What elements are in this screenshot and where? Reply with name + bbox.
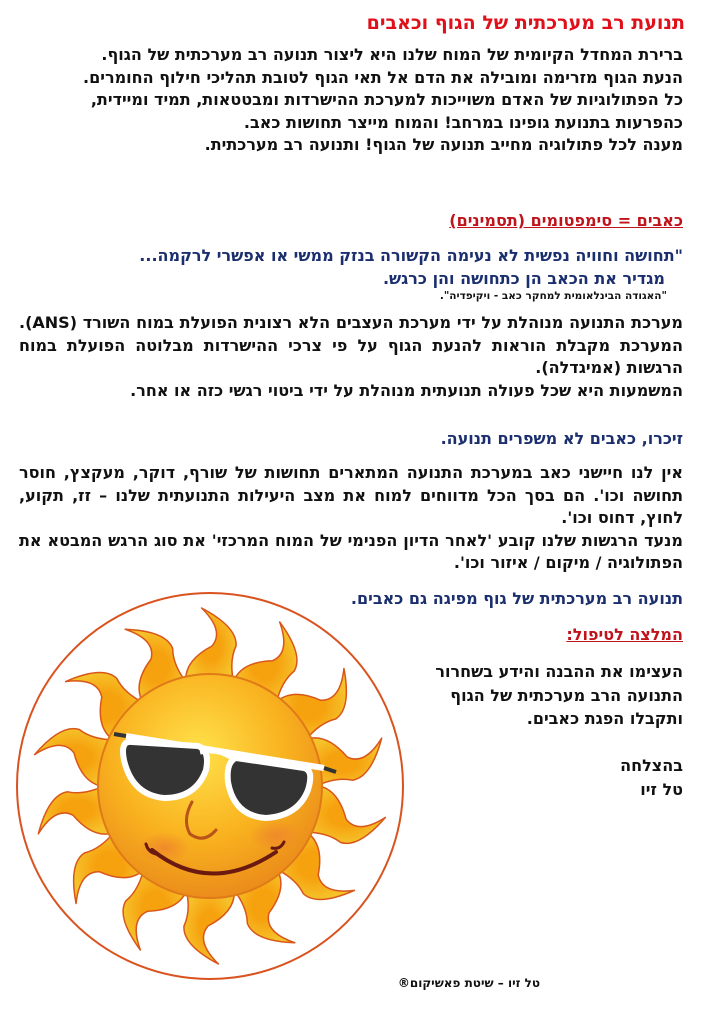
quote-line-1: "תחושה וחוויה נפשית לא נעימה הקשורה בנזק ממשי או אפשרי לרקמה... — [139, 246, 683, 265]
ans-paragraph: מערכת התנועה מנוהלת על ידי מערכת העצבים הלא רצונית הפועלת במוח השורד (ANS). המערכת מקבלת הוראות להנעת הגוף על פי צרכי ההישרדות מבלוטה הפועלת במוח הרגשות (אמיגדלה). — [19, 313, 683, 378]
remember-highlight: כאבים לא משפרים תנועה. — [440, 429, 637, 448]
nervous-system-paragraph — [19, 312, 683, 402]
recommendation-line-3: ותקבלו הפגת כאבים. — [526, 709, 683, 728]
section-heading-remember — [19, 428, 683, 450]
recommendation-text — [383, 660, 683, 731]
remember-prefix: זיכרו, — [636, 429, 683, 448]
pain-definition-quote — [19, 244, 683, 290]
quote-line-2: מגדיר את הכאב הן כתחושה והן כרגש. — [382, 269, 665, 288]
sun-illustration — [14, 590, 406, 982]
page-title: תנועת רב מערכתית של הגוף וכאבים — [366, 12, 685, 34]
intro-line-4: מענה לכל פתולוגיה מחייב תנועה של הגוף! ותנועה רב מערכתית. — [204, 135, 683, 154]
intro-line-3: כל הפתולוגיות של האדם משוייכות למערכת ההישרדות ומבטטאות, תמיד ומיידית, כהפרעות בתנועת גופינו במרחב! והמוח מייצר תחושות כאב. — [90, 90, 683, 132]
section-heading-pain-symptoms: כאבים = סימפטומים (תסמינים) — [449, 211, 683, 230]
recommendation-heading: המלצה לטיפול: — [566, 625, 683, 644]
emotions-paragraph: מנעד הרגשות שלנו קובע 'לאחר הדיון הפנימי של המוח המרכזי' את סוג הרגש המבטא את הפתולוגיה / מיקום / איזור וכו'. — [19, 530, 683, 573]
signoff-greeting: בהצלחה — [620, 756, 683, 775]
signoff — [483, 754, 683, 801]
recommendation-line-1: העצימו את ההבנה והידע בשחרור — [435, 662, 683, 681]
quote-source: "האגודה הבינלאומית למחקר כאב - ויקיפדיה". — [439, 290, 667, 302]
intro-paragraph — [19, 44, 683, 157]
meaning-line: המשמעות היא שכל פעולה תנועתית מנוהלת על ידי ביטוי רגשי כזה או אחר. — [130, 380, 683, 400]
intro-line-1: ברירת המחדל הקיומית של המוח שלנו היא ליצור תנועה רב מערכתית של הגוף. — [101, 45, 683, 64]
intro-line-2: הנעת הגוף מזרימה ומובילה את הדם אל תאי הגוף לטובת תהליכי חילוף החומרים. — [83, 67, 683, 87]
pain-sensors-paragraph — [19, 462, 683, 575]
recommendation-line-2: התנועה הרב מערכתית של הגוף — [450, 685, 683, 705]
sun-icon — [14, 590, 406, 982]
sensors-paragraph: אין לנו חיישני כאב במערכת התנועה המתארים תחושות של שורף, דוקר, מעקצץ, חוסר תחושה וכו'. הם בסך הכל מדווחים למוח את מצב היעילות התנועתית שלנו – זז, תקוע, לחוץ, דחוס וכו'. — [19, 463, 683, 528]
conclusion-line: תנועה רב מערכתית של גוף מפיגה גם כאבים. — [350, 589, 683, 608]
signoff-name: טל זיו — [640, 779, 683, 799]
footer-credit: טל זיו – שיטת פאשיקום® — [397, 976, 540, 990]
